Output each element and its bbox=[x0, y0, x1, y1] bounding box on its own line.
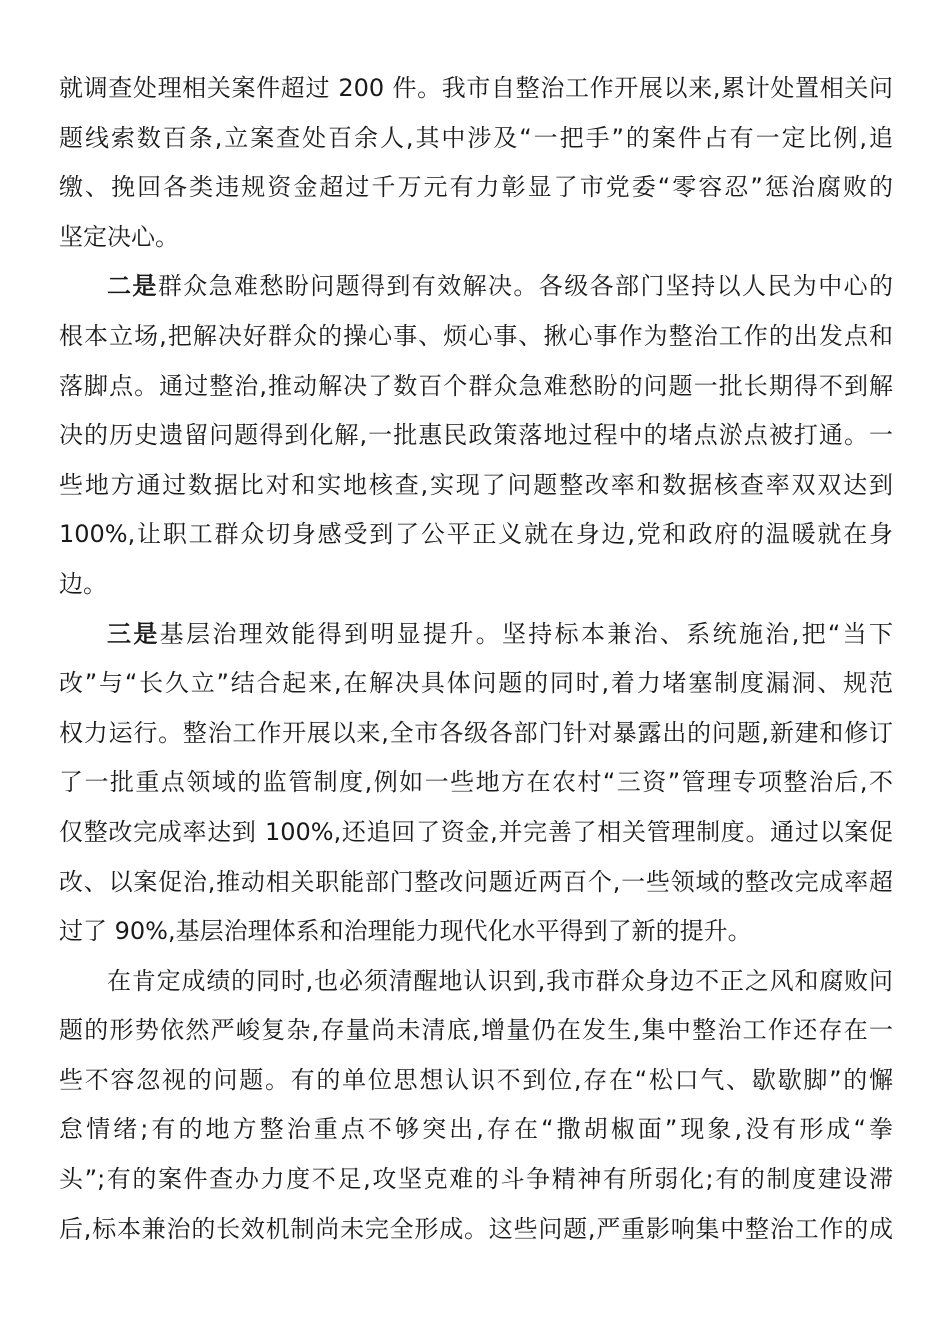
text-line: 就调查处理相关案件超过 200 件。我市自整治工作开展以来,累计处置相关问 bbox=[59, 74, 893, 102]
text-line: 了一批重点领域的监管制度,例如一些地方在农村“三资”管理专项整治后,不 bbox=[59, 768, 893, 797]
text-line: 权力运行。整治工作开展以来,全市各级各部门针对暴露出的问题,新建和修订 bbox=[59, 718, 893, 747]
text-line: 坚定决心。 bbox=[59, 222, 179, 251]
text-line: 群众急难愁盼问题得到有效解决。各级各部门坚持以人民为中心的 bbox=[157, 272, 894, 301]
text-line: 怠情绪;有的地方整治重点不够突出,存在“撒胡椒面”现象,没有形成“拳 bbox=[59, 1115, 893, 1144]
text-line: 题的形势依然严峻复杂,存量尚未清底,增量仍在发生,集中整治工作还存在一 bbox=[59, 1016, 893, 1045]
text-line: 头”;有的案件查办力度不足,攻坚克难的斗争精神有所弱化;有的制度建设滞 bbox=[59, 1165, 893, 1194]
text-line: 落脚点。通过整治,推动解决了数百个群众急难愁盼的问题一批长期得不到解 bbox=[59, 371, 893, 400]
text-line: 边。 bbox=[59, 569, 107, 598]
text-line: 些地方通过数据比对和实地核查,实现了问题整改率和数据核查率双双达到 bbox=[59, 470, 893, 499]
paragraph-first-line bbox=[59, 610, 893, 660]
text-line: 改”与“长久立”结合起来,在解决具体问题的同时,着力堵塞制度漏洞、规范 bbox=[59, 669, 893, 698]
paragraph-lead: 二是 bbox=[107, 272, 158, 301]
text-line: 些不容忽视的问题。有的单位思想认识不到位,存在“松口气、歇歇脚”的懈 bbox=[59, 1065, 893, 1094]
paragraph-first-line bbox=[59, 262, 893, 312]
text-line: 基层治理效能得到明显提升。坚持标本兼治、系统施治,把“当下 bbox=[159, 619, 894, 648]
text-line: 决的历史遗留问题得到化解,一批惠民政策落地过程中的堵点淤点被打通。一 bbox=[59, 421, 893, 450]
text-line: 后,标本兼治的长效机制尚未完全形成。这些问题,严重影响集中整治工作的成 bbox=[59, 1214, 893, 1243]
text-line: 过了 90%,基层治理体系和治理能力现代化水平得到了新的提升。 bbox=[59, 917, 752, 946]
paragraph-first-line: 在肯定成绩的同时,也必须清醒地认识到,我市群众身边不正之风和腐败问 bbox=[107, 966, 893, 995]
text-line: 题线索数百条,立案查处百余人,其中涉及“一把手”的案件占有一定比例,追 bbox=[59, 123, 893, 152]
text-line: 100%,让职工群众切身感受到了公平正义就在身边,党和政府的温暖就在身 bbox=[59, 520, 893, 549]
text-line: 改、以案促治,推动相关职能部门整改问题近两百个,一些领域的整改完成率超 bbox=[59, 867, 893, 896]
text-line: 缴、挽回各类违规资金超过千万元有力彰显了市党委“零容忍”惩治腐败的 bbox=[59, 173, 893, 202]
paragraph-lead: 三是 bbox=[107, 619, 160, 648]
text-line: 仅整改完成率达到 100%,还追回了资金,并完善了相关管理制度。通过以案促 bbox=[59, 817, 893, 846]
text-line: 根本立场,把解决好群众的操心事、烦心事、揪心事作为整治工作的出发点和 bbox=[59, 321, 893, 350]
body-text bbox=[59, 64, 893, 1254]
